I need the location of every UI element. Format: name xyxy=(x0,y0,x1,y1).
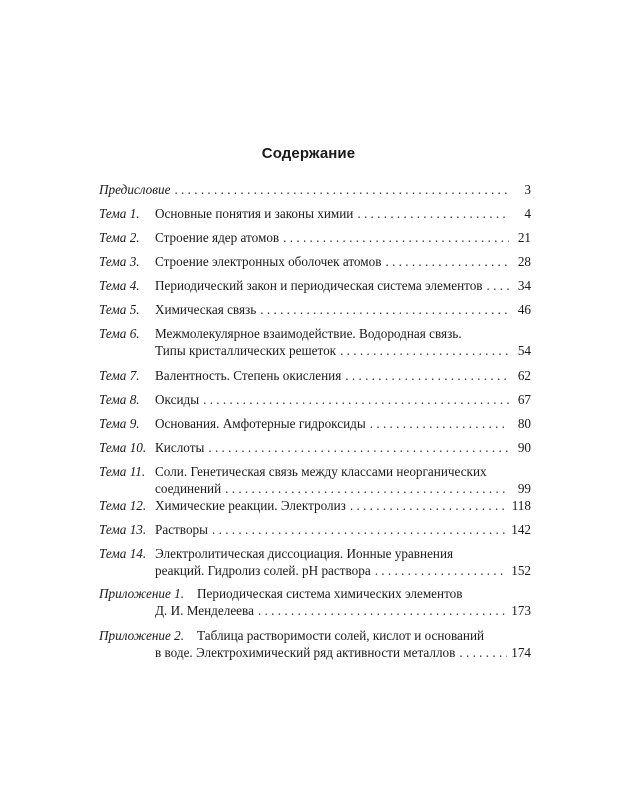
toc-entry-title: Таблица растворимости солей, кислот и оснований xyxy=(197,628,485,643)
toc-line xyxy=(155,205,531,222)
toc-entry-title: Кислоты xyxy=(155,440,205,455)
dot-leader xyxy=(208,439,509,456)
toc-line xyxy=(155,342,531,359)
dot-leader xyxy=(345,367,509,384)
toc-entry-label: Тема 8. xyxy=(99,392,140,407)
toc-line xyxy=(99,181,531,198)
toc-entry-title: Межмолекулярное взаимодействие. Водородная связь. xyxy=(155,326,462,341)
toc-line xyxy=(155,277,531,294)
toc-page-number: 4 xyxy=(524,206,531,221)
dot-leader xyxy=(212,521,507,538)
toc-page-number: 3 xyxy=(524,182,531,197)
dot-leader xyxy=(340,342,509,359)
toc-entry-label: Тема 1. xyxy=(99,206,140,221)
toc-entry-label: Тема 13. xyxy=(99,522,147,537)
toc-line xyxy=(155,415,531,432)
dot-leader xyxy=(385,253,509,270)
dot-leader xyxy=(350,497,508,514)
toc-entry-title: Периодическая система химических элементов xyxy=(197,586,463,601)
toc-line xyxy=(155,367,531,384)
toc-entry-label: Тема 7. xyxy=(99,368,140,383)
toc-entry-title: Основные понятия и законы химии xyxy=(155,206,354,221)
toc-entry-title: Строение ядер атомов xyxy=(155,230,280,245)
toc-entry-label: Приложение 2. xyxy=(99,628,185,643)
toc-entry-label: Тема 6. xyxy=(99,326,140,341)
toc-entry-label: Тема 2. xyxy=(99,230,140,245)
toc-line xyxy=(155,253,531,270)
toc-page-number: 142 xyxy=(511,522,531,537)
toc-line xyxy=(155,480,531,497)
toc-entry-title: соединений xyxy=(155,481,222,496)
toc-entry-label: Тема 11. xyxy=(99,464,146,479)
toc-line xyxy=(155,521,531,538)
toc-entry-label: Тема 4. xyxy=(99,278,140,293)
toc-page-number: 173 xyxy=(511,603,531,618)
dot-leader xyxy=(375,562,508,579)
toc-page-number: 28 xyxy=(517,254,531,269)
toc-entry-title: Основания. Амфотерные гидроксиды xyxy=(155,416,366,431)
toc-entry-label: Тема 14. xyxy=(99,546,147,561)
toc-line xyxy=(155,562,531,579)
toc-entry-title: Растворы xyxy=(155,522,208,537)
toc-entry-title: Химическая связь xyxy=(155,302,257,317)
toc-line xyxy=(155,463,531,480)
toc-line xyxy=(155,301,531,318)
dot-leader xyxy=(357,205,509,222)
dot-leader xyxy=(487,277,509,294)
toc-entry-title: Электролитическая диссоциация. Ионные уравнения xyxy=(155,546,454,561)
dot-leader xyxy=(260,301,509,318)
toc-page-number: 118 xyxy=(511,498,531,513)
dot-leader xyxy=(283,229,509,246)
toc-page-number: 67 xyxy=(517,392,531,407)
toc-entry-title: Соли. Генетическая связь между классами неорганических xyxy=(155,464,487,479)
toc-line xyxy=(99,627,531,644)
toc-line xyxy=(155,439,531,456)
toc-page-number: 152 xyxy=(511,563,531,578)
toc-page-number: 62 xyxy=(517,368,531,383)
dot-leader xyxy=(459,644,507,661)
dot-leader xyxy=(370,415,509,432)
toc-page-number: 21 xyxy=(517,230,531,245)
toc-entry-preface[interactable] xyxy=(99,181,531,198)
toc-entry-title: в воде. Электрохимический ряд активности металлов xyxy=(155,645,456,660)
toc-page-number: 34 xyxy=(517,278,531,293)
toc-page-number: 46 xyxy=(517,302,531,317)
toc-line xyxy=(99,585,531,602)
toc-line xyxy=(155,229,531,246)
toc-line xyxy=(155,325,531,342)
toc-entry-title: Типы кристаллических решеток xyxy=(155,343,337,358)
dot-leader xyxy=(225,480,509,497)
toc-line xyxy=(99,602,531,619)
toc-entry-label: Тема 9. xyxy=(99,416,140,431)
toc-entry-title: Оксиды xyxy=(155,392,200,407)
toc-entry-title: Валентность. Степень окисления xyxy=(155,368,342,383)
toc-page-number: 174 xyxy=(511,645,531,660)
toc-entry-title: Строение электронных оболочек атомов xyxy=(155,254,382,269)
toc-page-number: 99 xyxy=(517,481,531,496)
toc-line xyxy=(155,545,531,562)
toc-line xyxy=(155,391,531,408)
dot-leader xyxy=(174,181,509,198)
page-title: Содержание xyxy=(261,145,356,162)
toc-page-number: 54 xyxy=(517,343,531,358)
toc-entry-label: Предисловие xyxy=(99,182,171,197)
dot-leader xyxy=(203,391,509,408)
dot-leader xyxy=(258,602,507,619)
toc-entry-label: Тема 5. xyxy=(99,302,140,317)
toc-entry-label: Приложение 1. xyxy=(99,586,185,601)
toc-entry-label: Тема 10. xyxy=(99,440,147,455)
toc-entry-title: Химические реакции. Электролиз xyxy=(155,498,346,513)
toc-line xyxy=(99,644,531,661)
toc-entry-title: Периодический закон и периодическая система элементов xyxy=(155,278,483,293)
toc-entry-label: Тема 3. xyxy=(99,254,140,269)
toc-line xyxy=(155,497,531,514)
toc-entry-label: Тема 12. xyxy=(99,498,147,513)
toc-entry-title: реакций. Гидролиз солей. pH раствора xyxy=(155,563,371,578)
toc-page-number: 80 xyxy=(517,416,531,431)
toc-page-number: 90 xyxy=(517,440,531,455)
toc-entry-title: Д. И. Менделеева xyxy=(155,603,254,618)
